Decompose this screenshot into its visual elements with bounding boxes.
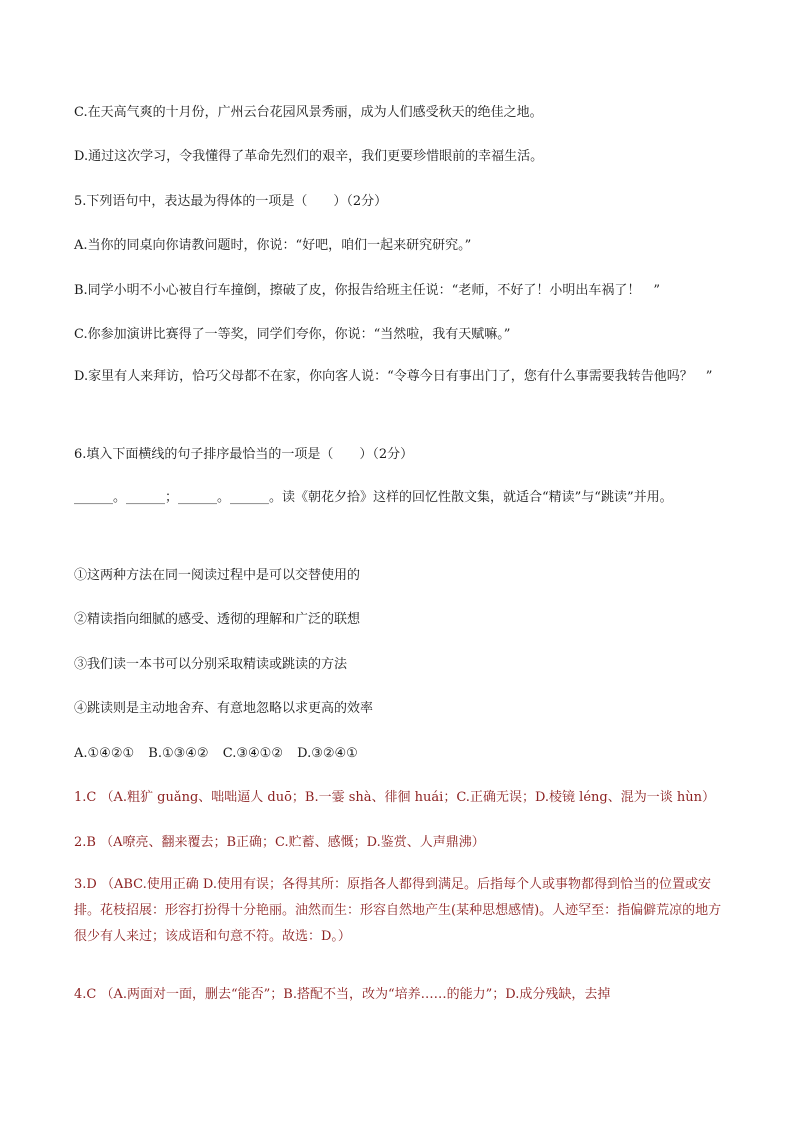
q5-option-b: B.同学小明不小心被自行车撞倒，擦破了皮，你报告给班主任说：“老师，不好了！小明出车祸了！ ” — [74, 283, 660, 298]
q6-choice-c: C.③④①② — [222, 746, 283, 761]
q5-stem: 5.下列语句中，表达最为得体的一项是（ ）（2分） — [74, 194, 388, 209]
q5-option-d: D.家里有人来拜访，恰巧父母都不在家，你向客人说：“令尊今日有事出门了，您有什么事需要我转告他吗？ ” — [74, 369, 713, 384]
q6-stem: 6.填入下面横线的句子排序最恰当的一项是（ ）（2分） — [74, 447, 414, 462]
q6-choice-d: D.③②④① — [297, 746, 358, 761]
answer-3: 3.D （ABC.使用正确 D.使用有误；各得其所：原指各人都得到满足。后指每个人或事物都得到恰当的位置或安排。花枝招展：形容打扮得十分艳丽。油然而生：形容自然地产生(某种思想感情)。人迹罕至：指偏僻荒凉的地方很少有人来过；该成语和句意不符。故选：D。） — [74, 877, 722, 944]
q6-passage: ______。______；______。______。读《朝花夕拾》这样的回忆性散文集，就适合“精读”与“跳读”并用。 — [74, 490, 673, 505]
q5-option-c: C.你参加演讲比赛得了一等奖，同学们夸你，你说：“当然啦，我有天赋嘛。” — [74, 327, 511, 342]
q4-option-c: C.在天高气爽的十月份，广州云台花园风景秀丽，成为人们感受秋天的绝佳之地。 — [74, 105, 543, 120]
answer-1: 1.C （A.粗犷 guǎng、咄咄逼人 duō；B.一霎 shà、徘徊 huái；C.正确无误；D.棱镜 léng、混为一谈 hùn） — [74, 790, 715, 805]
q6-sentence-1: ①这两种方法在同一阅读过程中是可以交替使用的 — [74, 568, 361, 583]
answer-2: 2.B （A嘹亮、翻来覆去；B正确；C.贮蓄、感慨；D.鉴赏、人声鼎沸） — [74, 835, 485, 850]
q6-choice-b: B.①③④② — [148, 746, 209, 761]
q6-choices — [74, 744, 368, 764]
q4-option-d: D.通过这次学习，令我懂得了革命先烈们的艰辛，我们更要珍惜眼前的幸福生活。 — [74, 149, 544, 164]
q6-sentence-2: ②精读指向细腻的感受、透彻的理解和广泛的联想 — [74, 612, 361, 627]
q6-sentence-4: ④跳读则是主动地舍弃、有意地忽略以求更高的效率 — [74, 701, 374, 716]
q5-option-a: A.当你的同桌向你请教问题时，你说：“好吧，咱们一起来研究研究。” — [74, 238, 472, 253]
q6-sentence-3: ③我们读一本书可以分别采取精读或跳读的方法 — [74, 657, 348, 672]
answer-4: 4.C （A.两面对一面，删去“能否”；B.搭配不当，改为“培养……的能力”；D.成分残缺，去掉 — [74, 987, 611, 1002]
q6-choice-a: A.①④②① — [74, 746, 135, 761]
